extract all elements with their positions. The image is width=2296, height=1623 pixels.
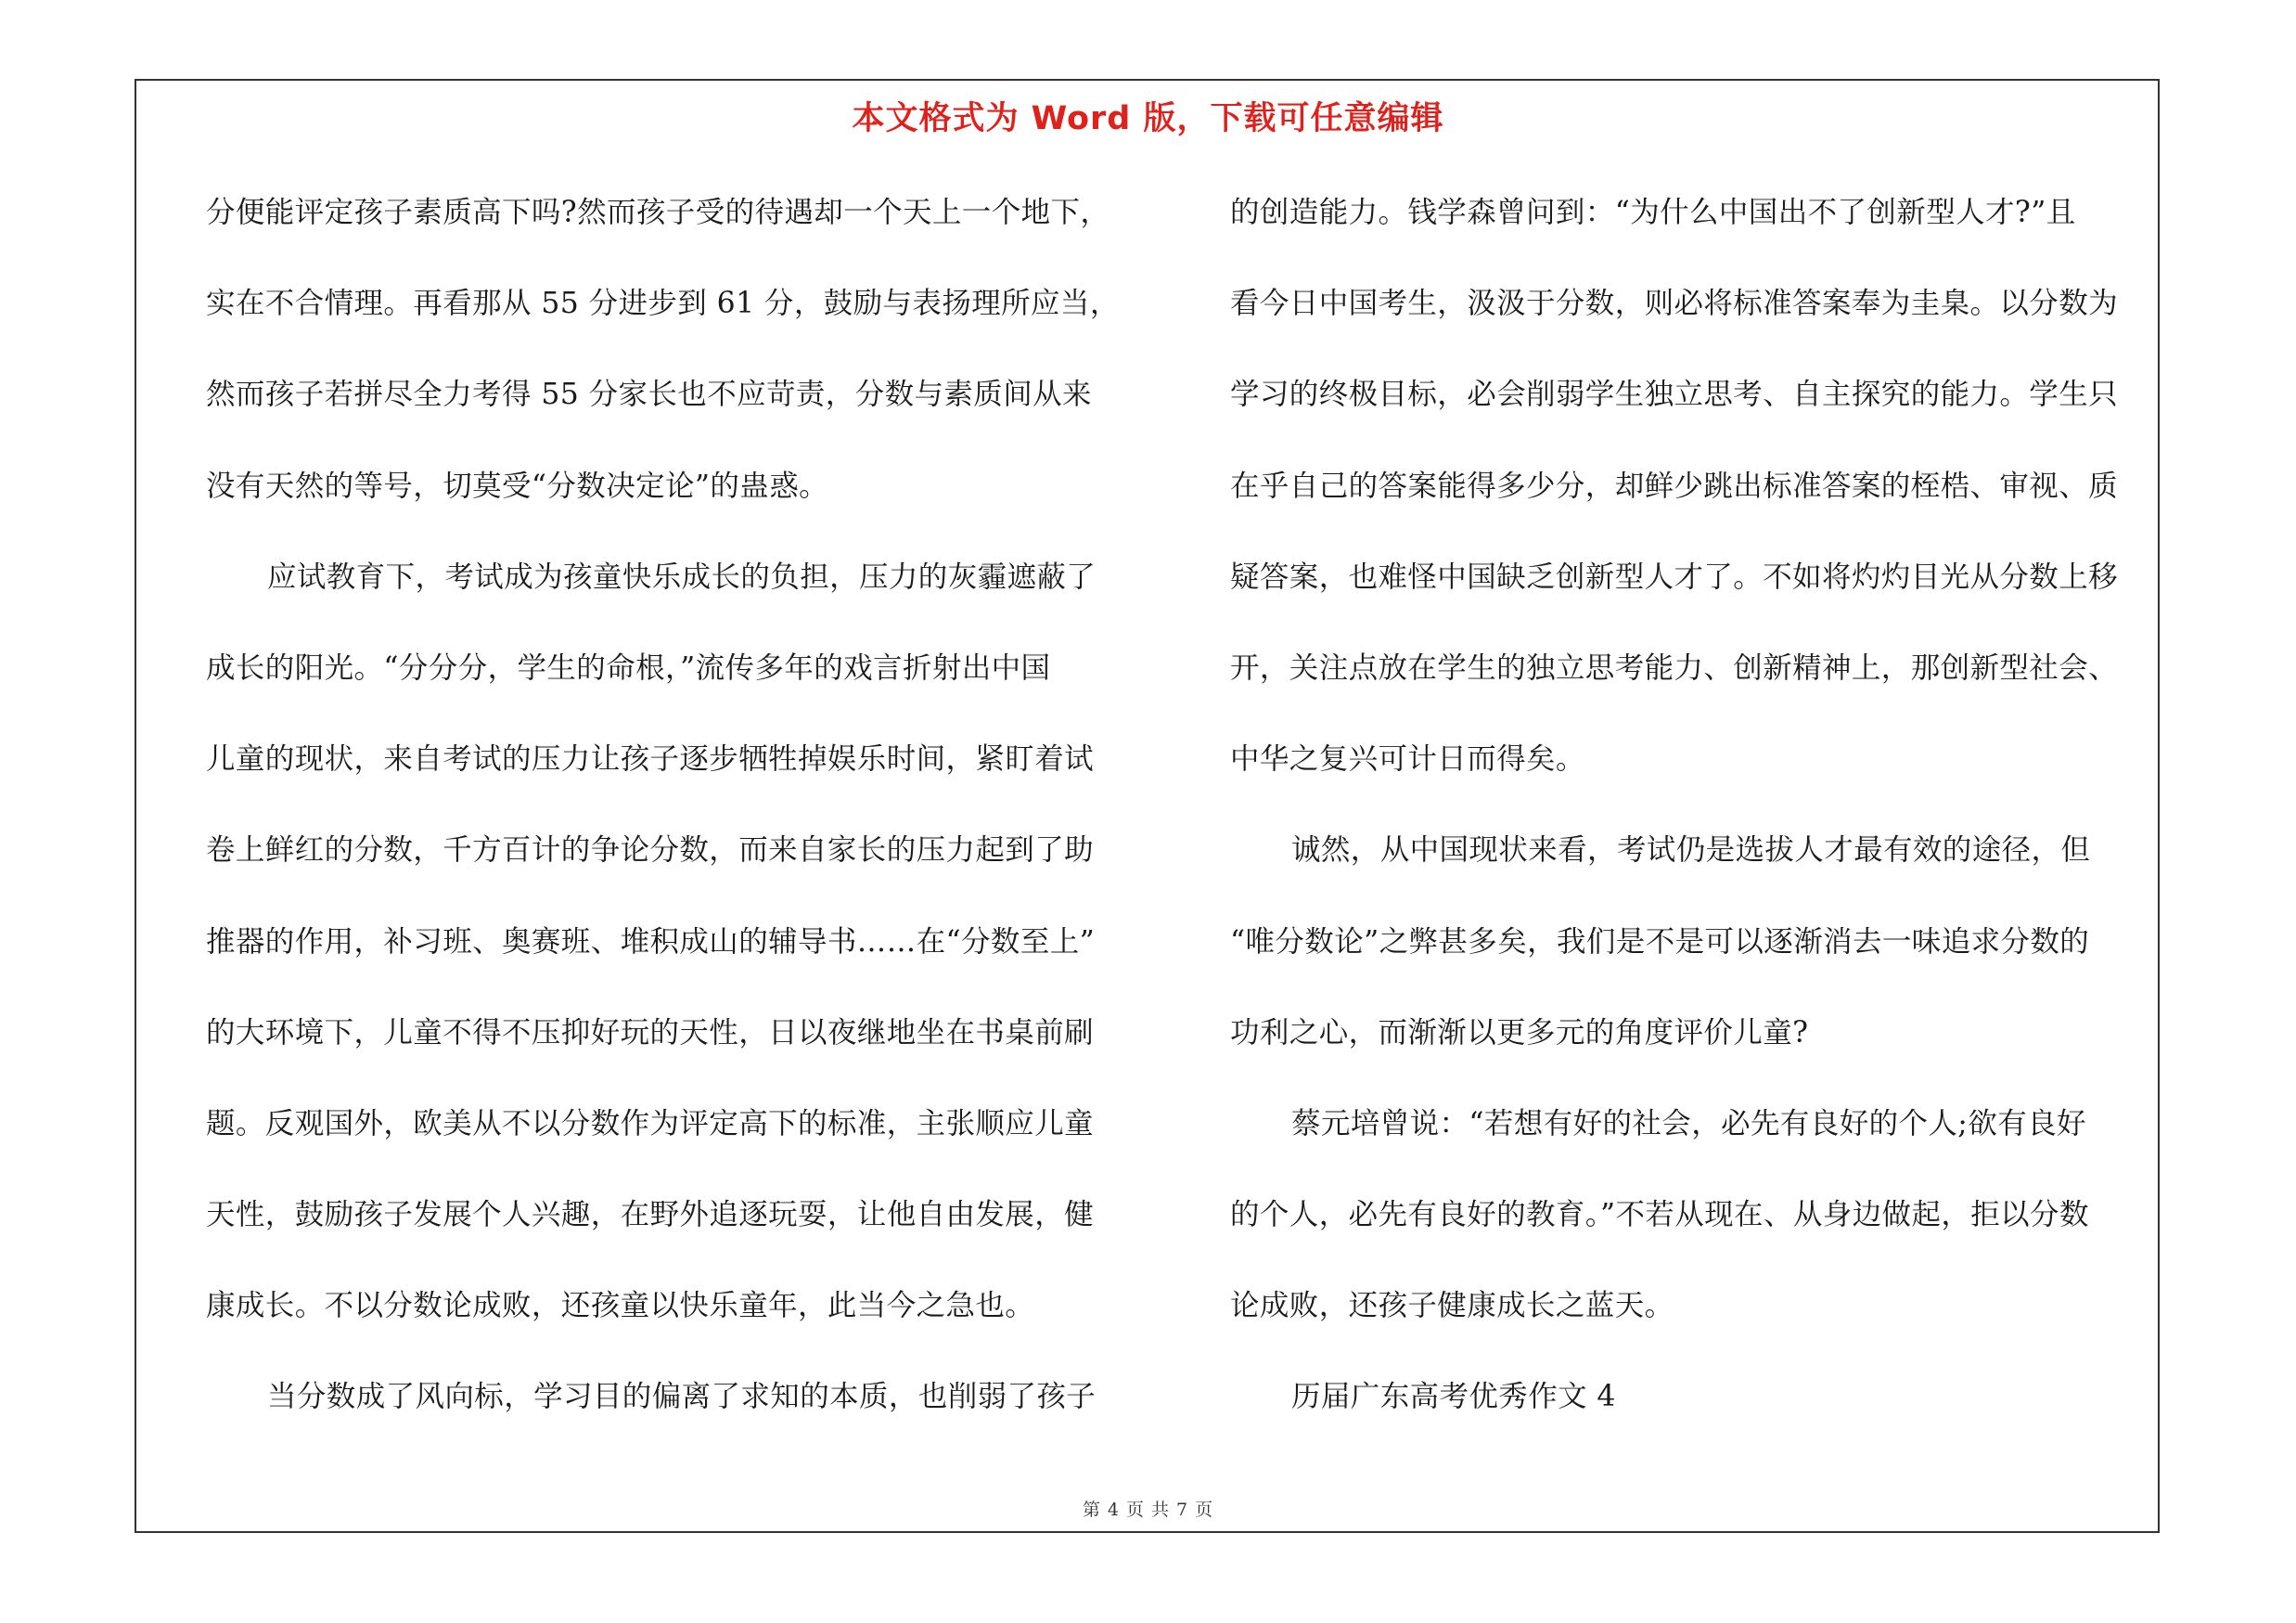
body-line: 学习的终极目标，必会削弱学生独立思考、自主探究的能力。学生只 bbox=[1230, 378, 2119, 412]
body-line: 看今日中国考生，汲汲于分数，则必将标准答案奉为圭臬。以分数为 bbox=[1230, 287, 2119, 321]
body-line: 论成败，还孩子健康成长之蓝天。 bbox=[1230, 1289, 1674, 1323]
body-line: 没有天然的等号，切莫受“分数决定论”的蛊惑。 bbox=[206, 469, 829, 503]
paragraph-start-line: 应试教育下，考试成为孩童快乐成长的负担，压力的灰霾遮蔽了 bbox=[267, 560, 1097, 594]
body-line: 然而孩子若拼尽全力考得 55 分家长也不应苛责，分数与素质间从来 bbox=[206, 378, 1092, 412]
body-line: 功利之心，而渐渐以更多元的角度评价儿童? bbox=[1230, 1015, 1809, 1050]
right-column bbox=[1230, 186, 2165, 1462]
paragraph-start-line: 蔡元培曾说：“若想有好的社会，必先有良好的个人;欲有良好 bbox=[1291, 1106, 2086, 1140]
body-line: 卷上鲜红的分数，千方百计的争论分数，而来自家长的压力起到了助 bbox=[206, 833, 1095, 868]
body-line: 开，关注点放在学生的独立思考能力、创新精神上，那创新型社会、 bbox=[1230, 650, 2119, 685]
section-heading-line: 历届广东高考优秀作文 4 bbox=[1291, 1380, 1616, 1414]
paragraph-start-line: 诚然，从中国现状来看，考试仍是选拔人才最有效的途径，但 bbox=[1291, 833, 2091, 868]
body-line: 的个人，必先有良好的教育。”不若从现在、从身边做起，拒以分数 bbox=[1230, 1198, 2089, 1232]
body-line: 题。反观国外，欧美从不以分数作为评定高下的标准，主张顺应儿童 bbox=[206, 1106, 1095, 1140]
body-line: 天性，鼓励孩子发展个人兴趣，在野外追逐玩耍，让他自由发展，健 bbox=[206, 1198, 1095, 1232]
body-line: 儿童的现状，来自考试的压力让孩子逐步牺牲掉娱乐时间，紧盯着试 bbox=[206, 742, 1095, 777]
body-line: 的大环境下，儿童不得不压抑好玩的天性，日以夜继地坐在书桌前刷 bbox=[206, 1015, 1095, 1050]
paragraph-start-line: 当分数成了风向标，学习目的偏离了求知的本质，也削弱了孩子 bbox=[267, 1380, 1097, 1414]
body-line: 疑答案，也难怪中国缺乏创新型人才了。不如将灼灼目光从分数上移 bbox=[1230, 560, 2119, 594]
page-number: 第 4 页 共 7 页 bbox=[1082, 1500, 1214, 1520]
body-line: “唯分数论”之弊甚多矣，我们是不是可以逐渐消去一味追求分数的 bbox=[1230, 924, 2090, 959]
body-line: 成长的阳光。“分分分，学生的命根，”流传多年的戏言折射出中国 bbox=[206, 650, 1051, 685]
body-line: 康成长。不以分数论成败，还孩童以快乐童年，此当今之急也。 bbox=[206, 1289, 1035, 1323]
body-line: 在乎自己的答案能得多少分，却鲜少跳出标准答案的桎梏、审视、质 bbox=[1230, 469, 2119, 503]
body-line: 分便能评定孩子素质高下吗?然而孩子受的待遇却一个天上一个地下， bbox=[206, 196, 1110, 229]
word-format-banner: 本文格式为 Word 版，下载可任意编辑 bbox=[852, 100, 1444, 137]
left-column bbox=[206, 186, 1134, 1462]
body-line: 中华之复兴可计日而得矣。 bbox=[1230, 742, 1585, 777]
body-line: 推器的作用，补习班、奥赛班、堆积成山的辅导书……在“分数至上” bbox=[206, 924, 1096, 959]
body-line: 实在不合情理。再看那从 55 分进步到 61 分，鼓励与表扬理所应当， bbox=[206, 287, 1120, 321]
body-line: 的创造能力。钱学森曾问到：“为什么中国出不了创新型人才?”且 bbox=[1230, 196, 2076, 229]
